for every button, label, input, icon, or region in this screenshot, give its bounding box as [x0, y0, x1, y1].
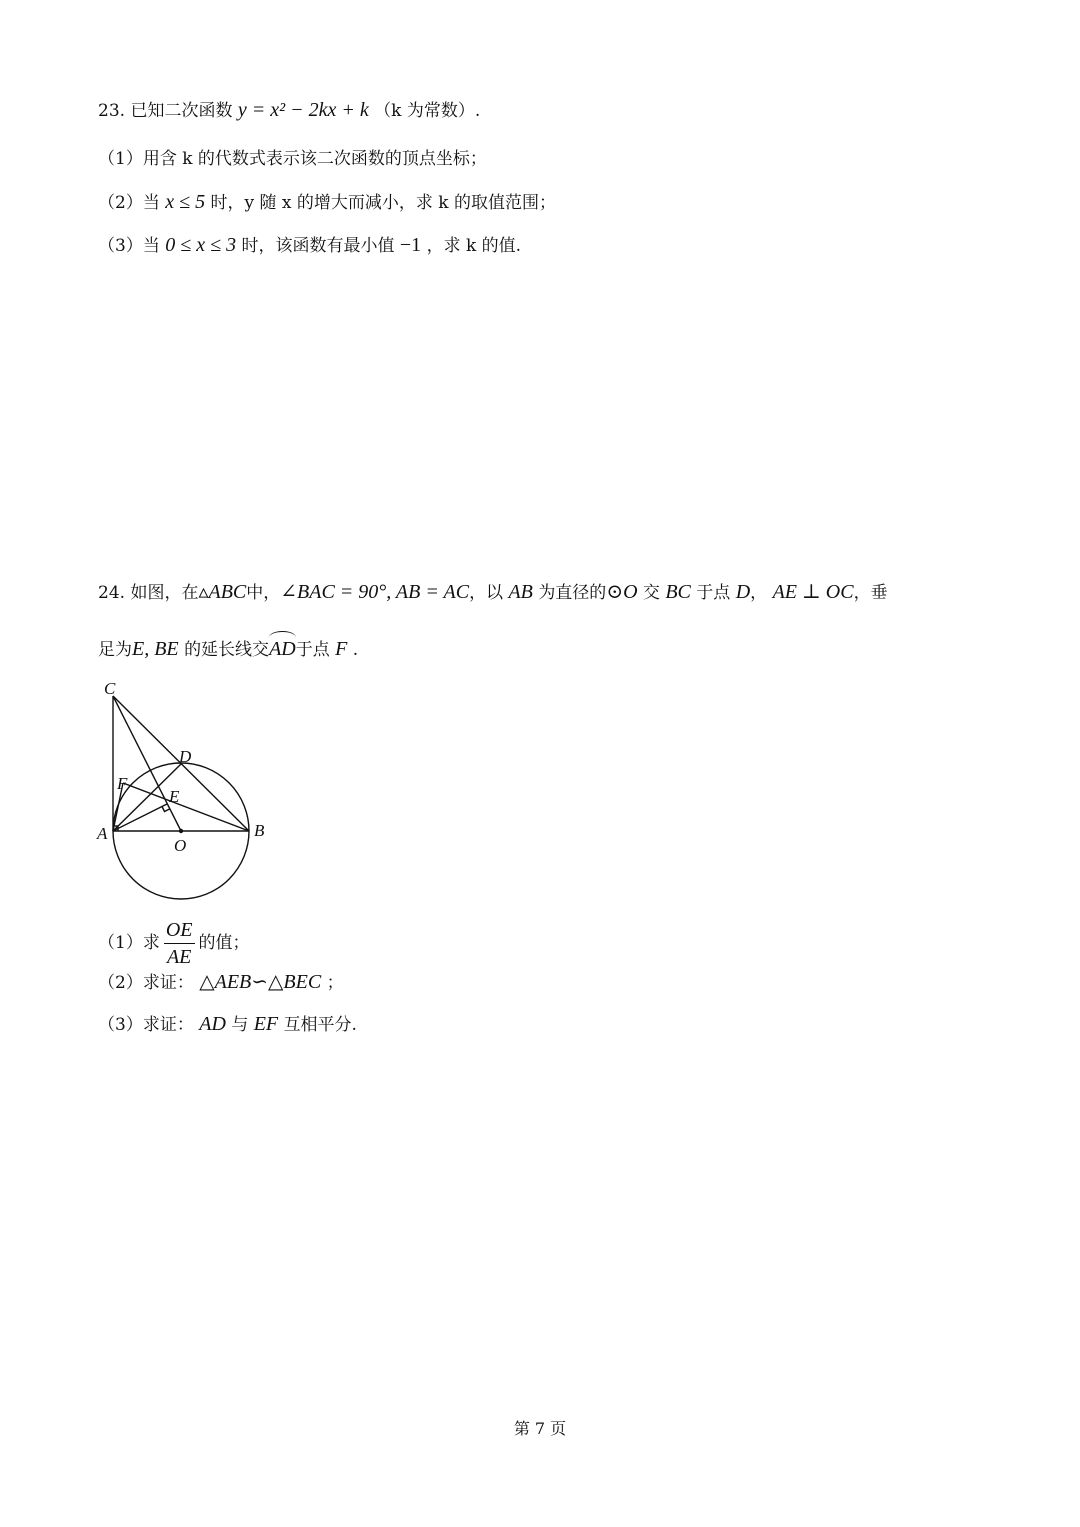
- q24-part1-tail: 的值；: [198, 933, 250, 953]
- q24-triangle: ▵ABC: [198, 581, 247, 603]
- q23-part1: （1）用含 k 的代数式表示该二次函数的顶点坐标；: [98, 149, 487, 169]
- q23-part3-mid: 时，该函数有最小值: [241, 236, 395, 256]
- q24-text: 如图，在: [130, 583, 199, 603]
- label-c: C: [104, 679, 116, 698]
- q24-part3-tail: 互相平分.: [283, 1015, 357, 1035]
- q23-formula: y = x² − 2kx + k: [237, 99, 369, 121]
- q24-part2-expr: △AEB∽△BEC: [199, 971, 322, 993]
- q23-number: 23.: [98, 101, 126, 121]
- q23-part2-cond: x ≤ 5: [165, 191, 206, 213]
- q24-part3-mid: 与: [231, 1015, 249, 1035]
- q24-text: 的延长线交: [184, 640, 270, 660]
- q24-text: .: [352, 640, 359, 660]
- q24-text: 于点: [696, 583, 731, 603]
- label-d: D: [179, 747, 192, 766]
- q24-circle: ⊙O: [606, 581, 638, 603]
- label-f: F: [117, 774, 128, 793]
- q24-part3: [98, 1012, 357, 1037]
- q24-part3-ef: EF: [253, 1013, 279, 1035]
- q24-e-be: E, BE: [132, 638, 179, 660]
- q23-stem-tail: （k 为常数）.: [374, 101, 481, 121]
- q24-text: ，垂: [853, 583, 888, 603]
- q24-part1-lead: （1）求: [98, 933, 160, 953]
- q24-stem-line1: [98, 580, 888, 605]
- q24-f: F: [335, 638, 348, 660]
- q23-part2-lead: （2）当: [98, 193, 160, 213]
- q24-part3-ad: AD: [199, 1013, 226, 1035]
- q24-text: ，以: [469, 583, 504, 603]
- fraction-numerator: OE: [164, 917, 195, 944]
- label-o: O: [174, 836, 187, 855]
- q23-part2: [98, 190, 556, 215]
- q24-text: 中，: [246, 583, 281, 603]
- geometry-figure: [90, 672, 290, 912]
- q24-text: 交: [642, 583, 660, 603]
- q23-stem: [98, 98, 480, 123]
- fraction-oe-ae: [164, 917, 195, 970]
- q23-part3-tail: ，求 k 的值.: [426, 236, 522, 256]
- q24-stem-line2: [98, 637, 358, 662]
- q24-condition: ∠BAC = 90°, AB = AC: [280, 581, 470, 603]
- q23-stem-text: 已知二次函数: [130, 101, 233, 121]
- geometry-diagram: [90, 672, 290, 908]
- q24-text: ，: [750, 583, 768, 603]
- q23-part2-tail: 时，y 随 x 的增大而减小，求 k 的取值范围；: [210, 193, 557, 213]
- q24-text: 于点: [295, 640, 330, 660]
- q24-text: 为直径的: [538, 583, 607, 603]
- q23-part3-lead: （3）当: [98, 236, 160, 256]
- segment-bf: [123, 783, 249, 831]
- fraction-denominator: AE: [166, 946, 192, 968]
- label-a: A: [97, 824, 108, 843]
- label-e: E: [169, 787, 180, 806]
- q24-part2: [98, 970, 344, 995]
- q23-part3-value: −1: [399, 234, 422, 256]
- q24-part2-lead: （2）求证：: [98, 973, 194, 993]
- q24-part3-lead: （3）求证：: [98, 1015, 194, 1035]
- segment-ae: [113, 804, 167, 831]
- q24-perpendicular: AE ⊥ OC: [772, 581, 854, 603]
- q24-part1: [98, 917, 250, 970]
- q24-d: D: [735, 581, 751, 603]
- q24-arc-ad: AD: [269, 638, 296, 660]
- q24-bc: BC: [665, 581, 691, 603]
- q24-part2-tail: ；: [326, 973, 344, 993]
- q23-part3-cond: 0 ≤ x ≤ 3: [165, 234, 237, 256]
- q23-part3: [98, 233, 521, 258]
- q24-ab: AB: [508, 581, 533, 603]
- q24-number: 24.: [98, 583, 126, 603]
- center-point-o: [179, 829, 183, 833]
- label-b: B: [254, 821, 265, 840]
- q24-text: 足为: [98, 640, 132, 660]
- page-footer: 第 7 页: [513, 1419, 567, 1438]
